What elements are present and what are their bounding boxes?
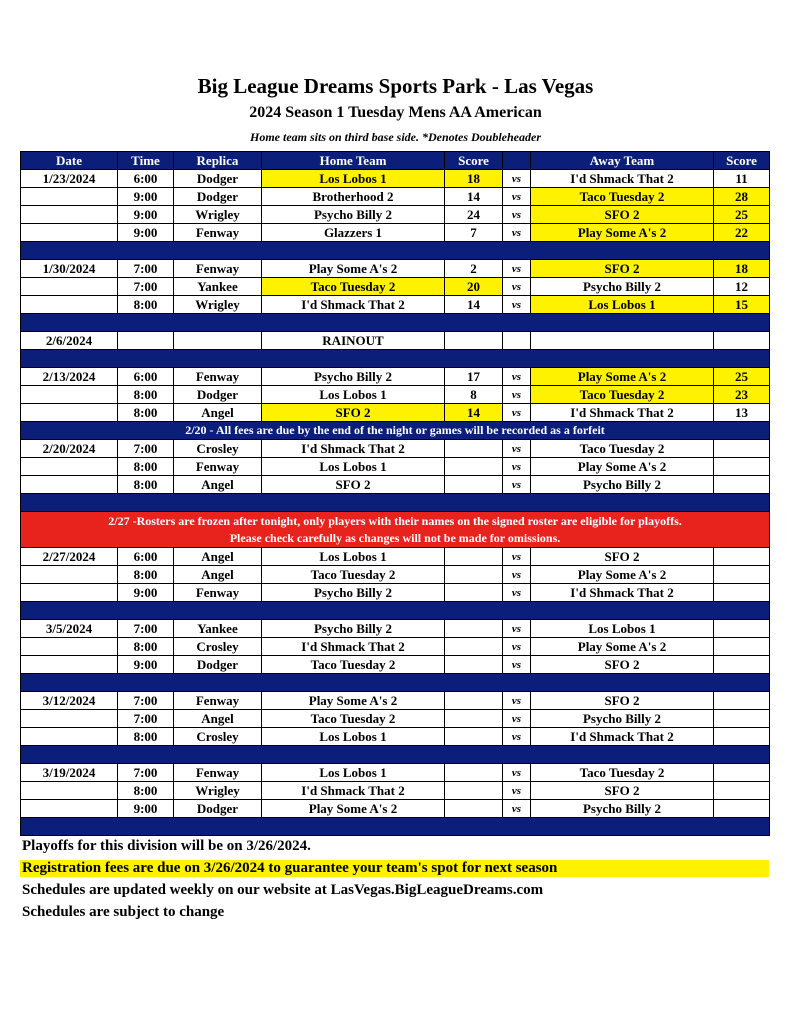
vs-cell: vs: [503, 782, 531, 800]
website-note: Schedules are updated weekly on our website at LasVegas.BigLeagueDreams.com: [22, 882, 544, 898]
home-score: 2: [445, 260, 503, 278]
game-replica: Dodger: [174, 800, 262, 818]
section-divider: [21, 314, 770, 332]
registration-note: Registration fees are due on 3/26/2024 to guarantee your team's spot for next season: [20, 860, 769, 877]
game-date: [21, 782, 118, 800]
divider-cell: [21, 602, 770, 620]
away-team: Psycho Billy 2: [531, 710, 714, 728]
away-team: I'd Shmack That 2: [531, 728, 714, 746]
game-row: [21, 548, 770, 566]
home-score: [445, 458, 503, 476]
game-time: 9:00: [118, 584, 174, 602]
roster-alert-line-1: 2/27 -Rosters are frozen after tonight, only players with their names on the signed roster are eligible for playoffs.: [108, 513, 682, 528]
game-date: [21, 404, 118, 422]
section-divider: [21, 818, 770, 836]
vs-cell: vs: [503, 224, 531, 242]
game-replica: Fenway: [174, 368, 262, 386]
section-divider: [21, 242, 770, 260]
home-team: Los Lobos 1: [262, 728, 445, 746]
page-title: Big League Dreams Sports Park - Las Vegas: [197, 74, 594, 98]
game-replica: [174, 332, 262, 350]
game-time: 9:00: [118, 656, 174, 674]
away-team: Play Some A's 2: [531, 458, 714, 476]
away-score: [714, 692, 770, 710]
col-header-time: Time: [118, 152, 174, 170]
game-row: [21, 800, 770, 818]
game-time: 7:00: [118, 260, 174, 278]
away-team: Los Lobos 1: [531, 620, 714, 638]
game-row: [21, 260, 770, 278]
section-divider: [21, 494, 770, 512]
game-time: 7:00: [118, 440, 174, 458]
vs-cell: vs: [503, 656, 531, 674]
away-score: [714, 548, 770, 566]
away-score: 25: [714, 368, 770, 386]
away-team: Play Some A's 2: [531, 638, 714, 656]
col-header-home-score: Score: [445, 152, 503, 170]
vs-cell: vs: [503, 296, 531, 314]
game-time: 8:00: [118, 386, 174, 404]
home-score: [445, 710, 503, 728]
game-row: [21, 728, 770, 746]
away-score: 11: [714, 170, 770, 188]
home-score: [445, 548, 503, 566]
game-date: [21, 656, 118, 674]
game-date: 2/27/2024: [21, 548, 118, 566]
away-score: 12: [714, 278, 770, 296]
game-date: [21, 386, 118, 404]
game-time: 9:00: [118, 206, 174, 224]
game-replica: Angel: [174, 548, 262, 566]
away-score: 18: [714, 260, 770, 278]
away-team: SFO 2: [531, 782, 714, 800]
game-time: 9:00: [118, 188, 174, 206]
away-team: Taco Tuesday 2: [531, 764, 714, 782]
game-row: [21, 206, 770, 224]
game-date: [21, 296, 118, 314]
col-header-vs: [503, 152, 531, 170]
home-team: Play Some A's 2: [262, 260, 445, 278]
home-score: [445, 638, 503, 656]
game-row: [21, 620, 770, 638]
divider-cell: [21, 350, 770, 368]
away-score: 28: [714, 188, 770, 206]
rainout-row: [21, 332, 770, 350]
schedule-body: [21, 170, 770, 836]
section-divider: [21, 746, 770, 764]
home-team: Los Lobos 1: [262, 386, 445, 404]
home-score: [445, 566, 503, 584]
game-replica: Wrigley: [174, 782, 262, 800]
away-score: [714, 782, 770, 800]
game-time: 6:00: [118, 548, 174, 566]
away-team: Play Some A's 2: [531, 566, 714, 584]
away-team: Psycho Billy 2: [531, 278, 714, 296]
away-score: 23: [714, 386, 770, 404]
game-row: [21, 566, 770, 584]
game-row: [21, 692, 770, 710]
game-replica: Dodger: [174, 188, 262, 206]
vs-cell: vs: [503, 188, 531, 206]
game-replica: Fenway: [174, 260, 262, 278]
game-row: [21, 440, 770, 458]
game-time: 8:00: [118, 296, 174, 314]
vs-cell: vs: [503, 710, 531, 728]
away-score: [714, 638, 770, 656]
home-score: [445, 584, 503, 602]
game-row: [21, 764, 770, 782]
game-replica: Fenway: [174, 458, 262, 476]
game-replica: Crosley: [174, 440, 262, 458]
vs-cell: vs: [503, 692, 531, 710]
game-time: 8:00: [118, 728, 174, 746]
game-time: 7:00: [118, 278, 174, 296]
away-team: SFO 2: [531, 656, 714, 674]
section-divider: [21, 674, 770, 692]
game-date: 3/19/2024: [21, 764, 118, 782]
vs-cell: vs: [503, 548, 531, 566]
game-time: 6:00: [118, 368, 174, 386]
vs-cell: vs: [503, 440, 531, 458]
home-team: I'd Shmack That 2: [262, 638, 445, 656]
away-score: [714, 620, 770, 638]
game-date: 3/12/2024: [21, 692, 118, 710]
away-team: Taco Tuesday 2: [531, 386, 714, 404]
game-time: [118, 332, 174, 350]
game-row: [21, 710, 770, 728]
away-team: Play Some A's 2: [531, 224, 714, 242]
away-team: SFO 2: [531, 692, 714, 710]
col-header-away-team: Away Team: [531, 152, 714, 170]
home-team: Taco Tuesday 2: [262, 566, 445, 584]
away-score: [714, 332, 770, 350]
away-score: [714, 584, 770, 602]
home-score: 14: [445, 188, 503, 206]
game-date: 2/6/2024: [21, 332, 118, 350]
game-date: 2/20/2024: [21, 440, 118, 458]
home-team: Glazzers 1: [262, 224, 445, 242]
vs-cell: vs: [503, 800, 531, 818]
game-date: [21, 278, 118, 296]
vs-cell: vs: [503, 368, 531, 386]
schedule-table: [20, 151, 770, 836]
section-divider: [21, 602, 770, 620]
away-team: Taco Tuesday 2: [531, 440, 714, 458]
away-team: Psycho Billy 2: [531, 476, 714, 494]
section-divider: [21, 350, 770, 368]
game-date: [21, 800, 118, 818]
vs-cell: vs: [503, 170, 531, 188]
home-score: [445, 782, 503, 800]
home-team: Play Some A's 2: [262, 800, 445, 818]
home-score: 14: [445, 404, 503, 422]
game-time: 9:00: [118, 800, 174, 818]
home-score: [445, 440, 503, 458]
game-replica: Crosley: [174, 638, 262, 656]
game-replica: Fenway: [174, 584, 262, 602]
away-score: [714, 710, 770, 728]
away-team: I'd Shmack That 2: [531, 170, 714, 188]
game-time: 6:00: [118, 170, 174, 188]
vs-cell: vs: [503, 206, 531, 224]
game-replica: Fenway: [174, 224, 262, 242]
home-score: [445, 332, 503, 350]
away-team: [531, 332, 714, 350]
home-team: Psycho Billy 2: [262, 368, 445, 386]
home-score: [445, 692, 503, 710]
game-time: 8:00: [118, 638, 174, 656]
away-team: SFO 2: [531, 548, 714, 566]
home-team: Psycho Billy 2: [262, 206, 445, 224]
game-row: [21, 368, 770, 386]
game-date: [21, 224, 118, 242]
away-score: 22: [714, 224, 770, 242]
game-row: [21, 404, 770, 422]
away-team: SFO 2: [531, 260, 714, 278]
vs-cell: vs: [503, 386, 531, 404]
away-score: [714, 764, 770, 782]
game-time: 7:00: [118, 620, 174, 638]
game-replica: Fenway: [174, 692, 262, 710]
vs-cell: vs: [503, 620, 531, 638]
vs-cell: vs: [503, 404, 531, 422]
game-time: 7:00: [118, 764, 174, 782]
away-team: I'd Shmack That 2: [531, 404, 714, 422]
home-score: [445, 800, 503, 818]
home-team: I'd Shmack That 2: [262, 296, 445, 314]
game-row: [21, 782, 770, 800]
vs-cell: vs: [503, 278, 531, 296]
home-team: SFO 2: [262, 404, 445, 422]
game-row: [21, 170, 770, 188]
away-score: 15: [714, 296, 770, 314]
home-team: Brotherhood 2: [262, 188, 445, 206]
away-team: I'd Shmack That 2: [531, 584, 714, 602]
game-replica: Angel: [174, 710, 262, 728]
rainout-label: RAINOUT: [262, 332, 445, 350]
col-header-date: Date: [21, 152, 118, 170]
home-team: Taco Tuesday 2: [262, 278, 445, 296]
playoffs-note: Playoffs for this division will be on 3/26/2024.: [22, 838, 311, 854]
game-row: [21, 296, 770, 314]
home-team: Los Lobos 1: [262, 458, 445, 476]
game-row: [21, 188, 770, 206]
game-replica: Dodger: [174, 386, 262, 404]
vs-cell: vs: [503, 260, 531, 278]
away-score: [714, 656, 770, 674]
away-score: [714, 800, 770, 818]
game-replica: Wrigley: [174, 296, 262, 314]
game-replica: Fenway: [174, 764, 262, 782]
vs-cell: [503, 332, 531, 350]
col-header-home-team: Home Team: [262, 152, 445, 170]
vs-cell: vs: [503, 458, 531, 476]
home-team: Taco Tuesday 2: [262, 656, 445, 674]
vs-cell: vs: [503, 584, 531, 602]
game-row: [21, 638, 770, 656]
home-score: 18: [445, 170, 503, 188]
home-team: Play Some A's 2: [262, 692, 445, 710]
game-time: 8:00: [118, 404, 174, 422]
away-score: [714, 440, 770, 458]
away-score: [714, 728, 770, 746]
game-date: [21, 188, 118, 206]
game-replica: Crosley: [174, 728, 262, 746]
roster-alert-row: [21, 512, 770, 548]
game-row: [21, 224, 770, 242]
home-score: [445, 476, 503, 494]
home-score: 24: [445, 206, 503, 224]
col-header-replica: Replica: [174, 152, 262, 170]
home-team: I'd Shmack That 2: [262, 440, 445, 458]
game-date: [21, 476, 118, 494]
home-team: Los Lobos 1: [262, 548, 445, 566]
game-row: [21, 584, 770, 602]
home-score: [445, 620, 503, 638]
vs-cell: vs: [503, 566, 531, 584]
home-score: [445, 656, 503, 674]
divider-cell: [21, 746, 770, 764]
home-score: 8: [445, 386, 503, 404]
divider-cell: [21, 494, 770, 512]
away-team: Play Some A's 2: [531, 368, 714, 386]
home-score: [445, 764, 503, 782]
game-date: [21, 710, 118, 728]
home-score: 20: [445, 278, 503, 296]
home-team: Psycho Billy 2: [262, 584, 445, 602]
home-score: [445, 728, 503, 746]
home-score: 17: [445, 368, 503, 386]
game-time: 7:00: [118, 710, 174, 728]
game-date: [21, 206, 118, 224]
home-score: 14: [445, 296, 503, 314]
fee-notice-text: 2/20 - All fees are due by the end of the night or games will be recorded as a forfeit: [21, 422, 770, 440]
home-score: 7: [445, 224, 503, 242]
roster-alert-line-2: Please check carefully as changes will not be made for omissions.: [229, 530, 561, 545]
game-replica: Dodger: [174, 656, 262, 674]
game-row: [21, 278, 770, 296]
game-time: 8:00: [118, 476, 174, 494]
game-date: [21, 728, 118, 746]
game-date: [21, 566, 118, 584]
game-date: [21, 458, 118, 476]
divider-cell: [21, 314, 770, 332]
game-date: [21, 584, 118, 602]
game-time: 8:00: [118, 566, 174, 584]
away-score: 13: [714, 404, 770, 422]
fee-notice-row: [21, 422, 770, 440]
game-date: 1/23/2024: [21, 170, 118, 188]
game-time: 7:00: [118, 692, 174, 710]
game-time: 8:00: [118, 782, 174, 800]
vs-cell: vs: [503, 764, 531, 782]
game-date: 3/5/2024: [21, 620, 118, 638]
away-score: [714, 476, 770, 494]
game-time: 8:00: [118, 458, 174, 476]
game-replica: Dodger: [174, 170, 262, 188]
game-replica: Angel: [174, 476, 262, 494]
game-row: [21, 656, 770, 674]
col-header-away-score: Score: [714, 152, 770, 170]
game-date: [21, 638, 118, 656]
home-team: SFO 2: [262, 476, 445, 494]
away-team: SFO 2: [531, 206, 714, 224]
game-date: 1/30/2024: [21, 260, 118, 278]
vs-cell: vs: [503, 728, 531, 746]
divider-cell: [21, 674, 770, 692]
home-team-note: Home team sits on third base side. *Denotes Doubleheader: [250, 130, 541, 144]
game-replica: Yankee: [174, 278, 262, 296]
game-row: [21, 476, 770, 494]
away-team: Los Lobos 1: [531, 296, 714, 314]
game-row: [21, 386, 770, 404]
game-replica: Angel: [174, 404, 262, 422]
away-team: Psycho Billy 2: [531, 800, 714, 818]
game-row: [21, 458, 770, 476]
game-time: 9:00: [118, 224, 174, 242]
page-subtitle: 2024 Season 1 Tuesday Mens AA American: [249, 104, 542, 121]
away-team: Taco Tuesday 2: [531, 188, 714, 206]
schedule-change-note: Schedules are subject to change: [22, 904, 225, 920]
home-team: Los Lobos 1: [262, 764, 445, 782]
away-score: [714, 566, 770, 584]
home-team: Psycho Billy 2: [262, 620, 445, 638]
divider-cell: [21, 818, 770, 836]
vs-cell: vs: [503, 638, 531, 656]
table-header-row: [21, 152, 770, 170]
home-team: I'd Shmack That 2: [262, 782, 445, 800]
game-replica: Angel: [174, 566, 262, 584]
game-replica: Wrigley: [174, 206, 262, 224]
vs-cell: vs: [503, 476, 531, 494]
away-score: 25: [714, 206, 770, 224]
divider-cell: [21, 242, 770, 260]
away-score: [714, 458, 770, 476]
home-team: Los Lobos 1: [262, 170, 445, 188]
home-team: Taco Tuesday 2: [262, 710, 445, 728]
game-date: 2/13/2024: [21, 368, 118, 386]
game-replica: Yankee: [174, 620, 262, 638]
roster-alert: [21, 512, 770, 548]
